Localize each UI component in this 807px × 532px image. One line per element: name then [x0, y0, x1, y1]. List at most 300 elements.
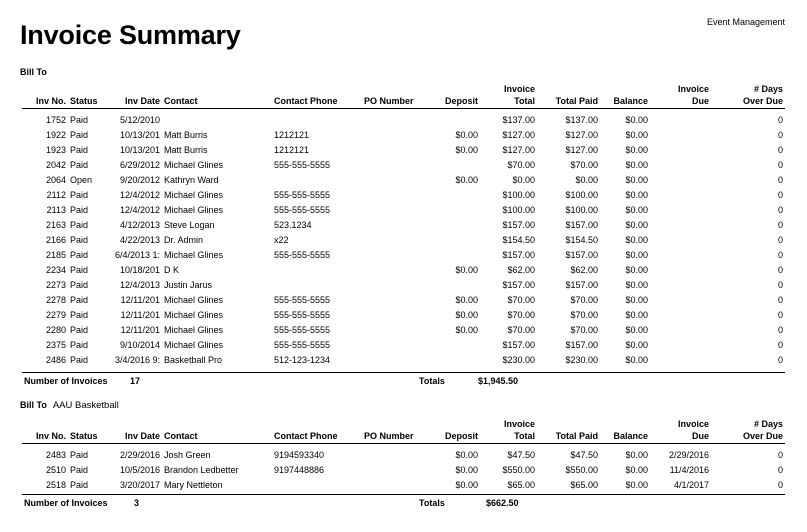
cell-status: Paid [70, 129, 89, 140]
col-po-number: PO Number [362, 418, 432, 444]
cell-inv-no: 2112 [46, 189, 66, 200]
cell-contact-phone [272, 478, 362, 493]
table-row [22, 353, 785, 368]
cell-days-over-due: 0 [777, 114, 783, 125]
cell-contact-phone: 9197448886 [274, 464, 325, 475]
col-invoice-total-line1: Invoice [503, 84, 535, 94]
cell-contact: Mary Nettleton [164, 479, 223, 490]
cell-balance: $0.00 [625, 339, 648, 350]
cell-po-number [362, 463, 432, 478]
cell-total-paid: $157.00 [565, 339, 598, 350]
invoice-table [22, 83, 785, 368]
cell-inv-date: 2/29/2016 [119, 449, 160, 460]
cell-balance: $0.00 [625, 174, 648, 185]
cell-deposit [432, 353, 480, 368]
cell-invoice-total: $62.00 [507, 264, 535, 275]
table-row [22, 323, 785, 338]
cell-status: Paid [70, 219, 89, 230]
cell-days-over-due: 0 [777, 464, 783, 475]
totals-label: Totals [419, 376, 445, 386]
cell-total-paid: $157.00 [565, 219, 598, 230]
cell-po-number [362, 278, 432, 293]
cell-po-number [362, 113, 432, 128]
cell-contact-phone: 523.1234 [274, 219, 312, 230]
col-inv-no: Inv No. [22, 83, 68, 109]
cell-status: Open [70, 174, 93, 185]
table-row [22, 113, 785, 128]
cell-inv-date: 10/5/2016 [119, 464, 160, 475]
col-contact-phone: Contact Phone [272, 418, 362, 444]
cell-deposit [432, 233, 480, 248]
cell-total-paid: $100.00 [565, 189, 598, 200]
cell-balance: $0.00 [625, 264, 648, 275]
cell-invoice-due [650, 173, 711, 188]
cell-po-number [362, 128, 432, 143]
cell-invoice-due [650, 293, 711, 308]
cell-contact-phone: 555-555-5555 [274, 159, 331, 170]
cell-days-over-due: 0 [777, 174, 783, 185]
cell-balance: $0.00 [625, 114, 648, 125]
col-invoice-due [650, 83, 711, 109]
cell-days-over-due: 0 [777, 219, 783, 230]
cell-inv-no: 2483 [45, 449, 66, 460]
cell-deposit: $0.00 [455, 264, 478, 275]
bill-to-name: AAU Basketball [52, 400, 119, 411]
cell-contact: Kathryn Ward [164, 174, 219, 185]
cell-invoice-due [650, 203, 711, 218]
cell-days-over-due: 0 [777, 354, 783, 365]
cell-status: Paid [70, 464, 89, 475]
bill-to-label: Bill To [20, 400, 47, 410]
cell-contact: Michael Glines [164, 339, 224, 350]
col-invoice-due-line2: Due [691, 431, 709, 441]
cell-deposit: $0.00 [455, 464, 478, 475]
cell-invoice-total: $157.00 [502, 279, 535, 290]
cell-po-number [362, 478, 432, 493]
cell-balance: $0.00 [625, 354, 648, 365]
table-row [22, 218, 785, 233]
cell-invoice-total: $70.00 [507, 309, 535, 320]
cell-contact: Michael Glines [164, 189, 224, 200]
col-inv-date: Inv Date [112, 83, 162, 109]
cell-deposit [432, 158, 480, 173]
cell-contact: Michael Glines [164, 324, 224, 335]
cell-invoice-due [650, 218, 711, 233]
col-inv-no: Inv No. [22, 418, 68, 444]
cell-invoice-total: $127.00 [502, 129, 535, 140]
cell-total-paid: $137.00 [565, 114, 598, 125]
cell-po-number [362, 248, 432, 263]
bill-to-label: Bill To [20, 67, 47, 77]
cell-total-paid: $62.00 [570, 264, 598, 275]
cell-days-over-due: 0 [777, 479, 783, 490]
cell-contact-phone [272, 113, 362, 128]
cell-inv-date: 4/12/2013 [119, 219, 160, 230]
cell-invoice-total: $154.50 [502, 234, 535, 245]
cell-balance: $0.00 [625, 309, 648, 320]
cell-invoice-total: $550.00 [502, 464, 535, 475]
col-deposit: Deposit [432, 418, 480, 444]
cell-deposit [432, 188, 480, 203]
cell-days-over-due: 0 [777, 159, 783, 170]
cell-invoice-due [650, 248, 711, 263]
cell-po-number [362, 308, 432, 323]
cell-days-over-due: 0 [777, 449, 783, 460]
cell-po-number [362, 323, 432, 338]
table-row [22, 263, 785, 278]
invoice-table [22, 418, 785, 493]
cell-contact: Matt Burris [164, 144, 208, 155]
cell-status: Paid [70, 144, 89, 155]
cell-contact: D K [164, 264, 180, 275]
cell-po-number [362, 293, 432, 308]
col-invoice-total-line1: Invoice [503, 419, 535, 429]
cell-invoice-due [650, 188, 711, 203]
cell-inv-no: 2510 [45, 464, 66, 475]
cell-balance: $0.00 [625, 159, 648, 170]
invoice-count: 3 [134, 498, 140, 508]
cell-contact: Basketball Pro [164, 354, 223, 365]
invoice-table-body [22, 448, 785, 493]
col-invoice-total-line2: Total [514, 431, 535, 441]
cell-deposit [432, 278, 480, 293]
table-row [22, 308, 785, 323]
cell-contact-phone: 555-555-5555 [274, 294, 331, 305]
cell-days-over-due: 0 [777, 204, 783, 215]
cell-inv-date: 12/11/201 [120, 309, 160, 320]
cell-total-paid: $70.00 [570, 159, 598, 170]
cell-status: Paid [70, 279, 89, 290]
cell-invoice-due [650, 143, 711, 158]
cell-status: Paid [70, 234, 89, 245]
cell-total-paid: $0.00 [575, 174, 598, 185]
cell-invoice-due [650, 158, 711, 173]
cell-invoice-total: $157.00 [502, 339, 535, 350]
cell-deposit: $0.00 [455, 479, 478, 490]
col-invoice-total-line2: Total [514, 96, 535, 106]
invoice-count: 17 [130, 376, 141, 386]
col-contact: Contact [162, 418, 272, 444]
cell-contact-phone: 555-555-5555 [274, 324, 331, 335]
cell-contact-phone [272, 278, 362, 293]
cell-invoice-total: $70.00 [507, 294, 535, 305]
cell-inv-no: 2185 [45, 249, 66, 260]
cell-invoice-total: $230.00 [502, 354, 535, 365]
cell-po-number [362, 173, 432, 188]
cell-days-over-due: 0 [777, 189, 783, 200]
cell-inv-date: 3/20/2017 [119, 479, 160, 490]
table-header-row [22, 418, 785, 444]
cell-contact-phone: 555-555-5555 [274, 249, 331, 260]
cell-inv-no: 2375 [45, 339, 66, 350]
cell-invoice-due [650, 263, 711, 278]
col-total-paid: Total Paid [537, 83, 600, 109]
cell-balance: $0.00 [625, 144, 648, 155]
cell-days-over-due: 0 [777, 264, 783, 275]
cell-contact-phone: 555-555-5555 [274, 309, 331, 320]
cell-days-over-due: 0 [777, 144, 783, 155]
cell-inv-date: 10/18/201 [119, 264, 160, 275]
cell-contact-phone: 555-555-5555 [274, 204, 331, 215]
cell-po-number [362, 263, 432, 278]
cell-invoice-total: $65.00 [507, 479, 535, 490]
group-summary [22, 372, 785, 388]
cell-inv-no: 2064 [45, 174, 66, 185]
cell-status: Paid [70, 354, 89, 365]
cell-days-over-due: 0 [777, 234, 783, 245]
cell-inv-date: 12/4/2012 [119, 189, 160, 200]
col-contact: Contact [162, 83, 272, 109]
cell-deposit [432, 338, 480, 353]
totals-value: $1,945.50 [478, 376, 519, 386]
cell-contact: Michael Glines [164, 249, 224, 260]
cell-inv-no: 2234 [45, 264, 66, 275]
cell-inv-no: 2278 [45, 294, 66, 305]
cell-invoice-total: $0.00 [512, 174, 535, 185]
cell-inv-date: 3/4/2016 9: [114, 354, 160, 365]
cell-total-paid: $70.00 [570, 324, 598, 335]
cell-inv-date: 9/10/2014 [119, 339, 160, 350]
cell-inv-no: 2166 [45, 234, 66, 245]
cell-status: Paid [70, 264, 89, 275]
bill-to-section [20, 400, 119, 411]
cell-deposit: $0.00 [455, 144, 478, 155]
cell-contact-phone: 512-123-1234 [274, 354, 331, 365]
cell-deposit: $0.00 [455, 294, 478, 305]
cell-contact: Justin Jarus [164, 279, 213, 290]
table-row [22, 293, 785, 308]
cell-deposit: $0.00 [455, 309, 478, 320]
cell-status: Paid [70, 114, 89, 125]
cell-invoice-total: $100.00 [502, 189, 535, 200]
cell-inv-no: 1923 [45, 144, 66, 155]
cell-deposit [432, 203, 480, 218]
cell-inv-no: 1922 [45, 129, 66, 140]
cell-total-paid: $70.00 [570, 309, 598, 320]
cell-contact-phone: 1212121 [274, 129, 310, 140]
cell-inv-no: 2486 [45, 354, 66, 365]
cell-contact-phone [272, 173, 362, 188]
cell-inv-date: 9/20/2012 [119, 174, 160, 185]
cell-balance: $0.00 [625, 279, 648, 290]
cell-po-number [362, 188, 432, 203]
cell-total-paid: $154.50 [565, 234, 598, 245]
cell-status: Paid [70, 479, 89, 490]
cell-contact: Michael Glines [164, 159, 224, 170]
cell-deposit [432, 248, 480, 263]
table-row [22, 248, 785, 263]
table-row [22, 448, 785, 463]
cell-po-number [362, 233, 432, 248]
cell-total-paid: $70.00 [570, 294, 598, 305]
table-row [22, 188, 785, 203]
cell-contact-phone: 1212121 [274, 144, 310, 155]
cell-deposit [432, 113, 480, 128]
cell-contact: Matt Burris [164, 129, 208, 140]
cell-invoice-total: $157.00 [502, 249, 535, 260]
table-row [22, 128, 785, 143]
cell-contact: Josh Green [164, 449, 211, 460]
cell-inv-date: 4/22/2013 [119, 234, 160, 245]
cell-invoice-due [650, 233, 711, 248]
cell-status: Paid [70, 294, 89, 305]
col-balance: Balance [600, 83, 650, 109]
cell-total-paid: $157.00 [565, 249, 598, 260]
col-days-over-due-line2: Over Due [742, 96, 783, 106]
cell-inv-no: 2280 [45, 324, 66, 335]
totals-label: Totals [419, 498, 445, 508]
cell-balance: $0.00 [625, 479, 648, 490]
col-invoice-due-line2: Due [691, 96, 709, 106]
cell-invoice-due [650, 338, 711, 353]
cell-status: Paid [70, 159, 89, 170]
cell-deposit: $0.00 [455, 324, 478, 335]
cell-inv-no: 2163 [45, 219, 66, 230]
col-total-paid: Total Paid [537, 418, 600, 444]
table-row [22, 203, 785, 218]
col-days-over-due-line1: # Days [753, 419, 783, 429]
cell-inv-date: 12/11/201 [120, 294, 160, 305]
cell-balance: $0.00 [625, 249, 648, 260]
cell-total-paid: $127.00 [565, 144, 598, 155]
invoice-count-label: Number of Invoices [24, 376, 108, 386]
cell-contact-phone: 9194593340 [274, 449, 325, 460]
col-contact-phone: Contact Phone [272, 83, 362, 109]
cell-invoice-due [650, 308, 711, 323]
cell-po-number [362, 143, 432, 158]
col-status: Status [68, 83, 112, 109]
cell-deposit: $0.00 [455, 129, 478, 140]
cell-days-over-due: 0 [777, 279, 783, 290]
cell-total-paid: $157.00 [565, 279, 598, 290]
cell-invoice-total: $100.00 [502, 204, 535, 215]
cell-contact-phone [272, 263, 362, 278]
cell-days-over-due: 0 [777, 129, 783, 140]
cell-total-paid: $127.00 [565, 129, 598, 140]
cell-total-paid: $550.00 [565, 464, 598, 475]
table-row [22, 478, 785, 493]
cell-inv-date: 12/11/201 [120, 324, 160, 335]
cell-inv-date: 12/4/2012 [119, 204, 160, 215]
col-invoice-total [480, 418, 537, 444]
cell-contact: Dr. Admin [164, 234, 204, 245]
cell-inv-no: 2042 [45, 159, 66, 170]
cell-balance: $0.00 [625, 204, 648, 215]
bill-to-section [20, 67, 53, 78]
cell-contact: Brandon Ledbetter [164, 464, 239, 475]
col-inv-date: Inv Date [112, 418, 162, 444]
cell-contact-phone: 555-555-5555 [274, 189, 331, 200]
cell-balance: $0.00 [625, 294, 648, 305]
group-summary [22, 494, 785, 510]
cell-invoice-due [650, 128, 711, 143]
table-row [22, 463, 785, 478]
cell-status: Paid [70, 309, 89, 320]
cell-total-paid: $100.00 [565, 204, 598, 215]
cell-invoice-total: $127.00 [502, 144, 535, 155]
cell-po-number [362, 158, 432, 173]
cell-balance: $0.00 [625, 129, 648, 140]
cell-inv-no: 1752 [45, 114, 66, 125]
cell-days-over-due: 0 [777, 309, 783, 320]
cell-deposit: $0.00 [455, 174, 478, 185]
cell-inv-date: 6/4/2013 1: [114, 249, 160, 260]
cell-total-paid: $230.00 [565, 354, 598, 365]
cell-days-over-due: 0 [777, 249, 783, 260]
cell-po-number [362, 353, 432, 368]
col-days-over-due-line2: Over Due [742, 431, 783, 441]
col-invoice-due-line1: Invoice [677, 84, 709, 94]
cell-total-paid: $65.00 [570, 479, 598, 490]
cell-inv-date: 10/13/201 [119, 144, 160, 155]
cell-inv-date: 10/13/201 [119, 129, 160, 140]
col-invoice-total [480, 83, 537, 109]
cell-inv-no: 2113 [46, 204, 66, 215]
table-row [22, 173, 785, 188]
table-row [22, 338, 785, 353]
cell-balance: $0.00 [625, 324, 648, 335]
cell-po-number [362, 203, 432, 218]
cell-contact-phone: 555-555-5555 [274, 339, 331, 350]
cell-invoice-total: $47.50 [507, 449, 535, 460]
col-days-over-due-line1: # Days [753, 84, 783, 94]
cell-invoice-total: $70.00 [507, 324, 535, 335]
col-days-over-due [711, 418, 785, 444]
col-balance: Balance [600, 418, 650, 444]
cell-inv-date: 6/29/2012 [119, 159, 160, 170]
organization-name: Event Management [706, 17, 785, 27]
cell-invoice-due [650, 113, 711, 128]
cell-invoice-due: 4/1/2017 [673, 479, 709, 490]
table-row [22, 233, 785, 248]
cell-status: Paid [70, 324, 89, 335]
cell-days-over-due: 0 [777, 324, 783, 335]
cell-days-over-due: 0 [777, 339, 783, 350]
cell-invoice-due: 11/4/2016 [669, 464, 709, 475]
cell-status: Paid [70, 204, 89, 215]
table-row [22, 158, 785, 173]
cell-invoice-total: $157.00 [502, 219, 535, 230]
cell-days-over-due: 0 [777, 294, 783, 305]
cell-po-number [362, 338, 432, 353]
cell-inv-no: 2273 [45, 279, 66, 290]
cell-invoice-due [650, 353, 711, 368]
cell-contact: Michael Glines [164, 309, 224, 320]
cell-status: Paid [70, 339, 89, 350]
cell-status: Paid [70, 249, 89, 260]
cell-contact-phone: x22 [274, 234, 289, 245]
cell-invoice-due [650, 323, 711, 338]
col-deposit: Deposit [432, 83, 480, 109]
invoice-table-body [22, 113, 785, 368]
cell-status: Paid [70, 189, 89, 200]
cell-inv-no: 2518 [45, 479, 66, 490]
cell-contact: Michael Glines [164, 204, 224, 215]
cell-po-number [362, 218, 432, 233]
col-invoice-due [650, 418, 711, 444]
col-status: Status [68, 418, 112, 444]
cell-invoice-total: $70.00 [507, 159, 535, 170]
cell-contact: Michael Glines [164, 294, 224, 305]
cell-deposit: $0.00 [455, 449, 478, 460]
col-po-number: PO Number [362, 83, 432, 109]
cell-inv-date: 12/4/2013 [119, 279, 160, 290]
cell-balance: $0.00 [625, 189, 648, 200]
table-row [22, 143, 785, 158]
cell-inv-date: 5/12/2010 [119, 114, 160, 125]
table-header-row [22, 83, 785, 109]
cell-invoice-due [650, 278, 711, 293]
